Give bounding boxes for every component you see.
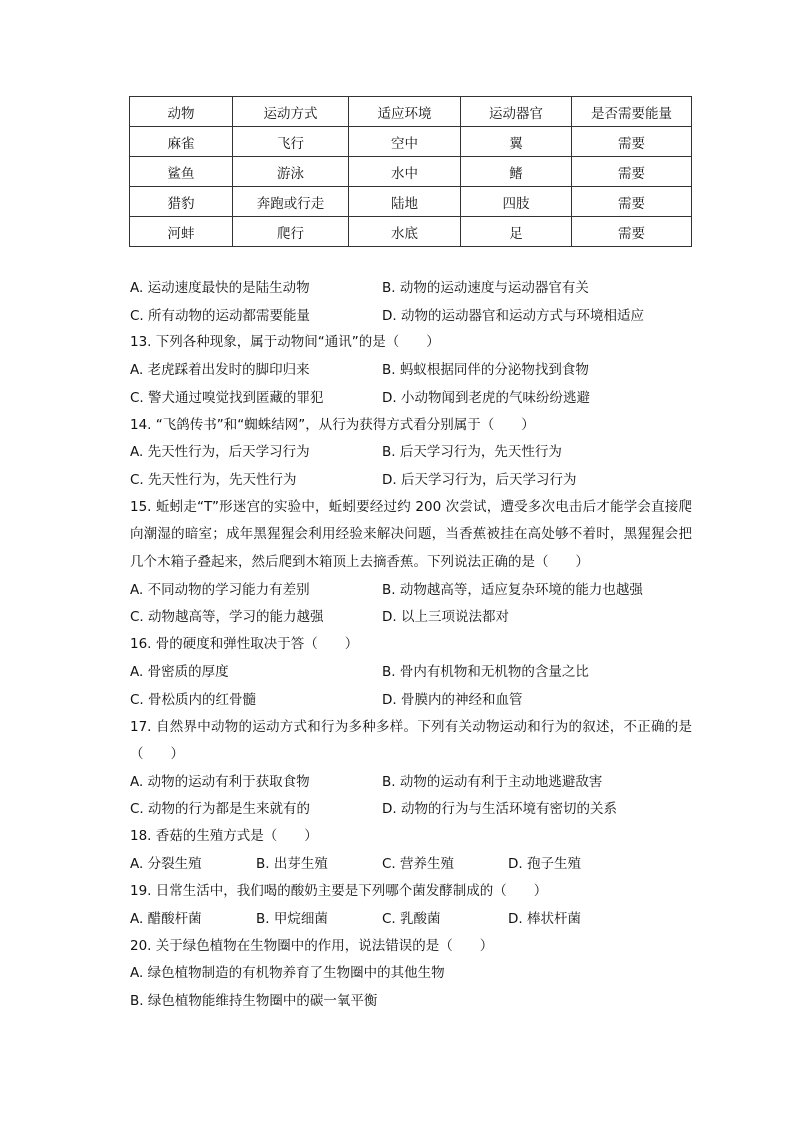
q14-option-d: D. 后天学习行为，后天学习行为 bbox=[382, 472, 577, 488]
q15-option-b: B. 动物越高等，适应复杂环境的能力也越强 bbox=[382, 582, 643, 598]
table-cell: 飞行 bbox=[233, 127, 349, 157]
q14-option-a: A. 先天性行为，后天学习行为 bbox=[130, 444, 310, 460]
table-row bbox=[130, 187, 692, 217]
q12-option-c: C. 所有动物的运动都需要能量 bbox=[130, 308, 311, 324]
q17-option-b: B. 动物的运动有利于主动地逃避敌害 bbox=[382, 774, 603, 790]
q17-option-c: C. 动物的行为都是生来就有的 bbox=[130, 801, 311, 817]
table-header-cell: 是否需要能量 bbox=[572, 97, 692, 127]
q14-stem: 14. “飞鸽传书”和“蜘蛛结网”，从行为获得方式看分别属于（ ） bbox=[130, 417, 535, 433]
q13-option-a: A. 老虎踩着出发时的脚印归来 bbox=[130, 362, 310, 378]
table-cell: 鳍 bbox=[461, 157, 572, 187]
q13-option-d: D. 小动物闻到老虎的气味纷纷逃避 bbox=[382, 390, 590, 406]
q15-stem: 15. 蚯蚓走“T”形迷宫的实验中，蚯蚓要经过约 200 次尝试，遭受多次电击后才能学会直接爬向潮湿的暗室；成年黑猩猩会利用经验来解决问题，当香蕉被挂在高处够不着时，黑猩猩会把几个木箱子叠起来，然后爬到木箱顶上去摘香蕉。下列说法正确的是（ ） bbox=[130, 499, 692, 570]
q15-option-c: C. 动物越高等，学习的能力越强 bbox=[130, 609, 324, 625]
table-cell: 需要 bbox=[572, 187, 692, 217]
q15-option-a: A. 不同动物的学习能力有差别 bbox=[130, 582, 310, 598]
q15-option-d: D. 以上三项说法都对 bbox=[382, 609, 509, 625]
q20-option-a: A. 绿色植物制造的有机物养育了生物圈中的其他生物 bbox=[130, 965, 445, 981]
q18-option-d: D. 孢子生殖 bbox=[508, 856, 581, 872]
q20-option-b: B. 绿色植物能维持生物圈中的碳一氧平衡 bbox=[130, 993, 378, 1009]
table-cell: 鲨鱼 bbox=[130, 157, 233, 187]
q14-option-c: C. 先天性行为，先天性行为 bbox=[130, 472, 297, 488]
table-cell: 需要 bbox=[572, 157, 692, 187]
table-cell: 河蚌 bbox=[130, 217, 233, 247]
q16-option-d: D. 骨膜内的神经和血管 bbox=[382, 692, 523, 708]
table-header-row bbox=[130, 97, 692, 127]
table-cell: 游泳 bbox=[233, 157, 349, 187]
q16-option-a: A. 骨密质的厚度 bbox=[130, 664, 229, 680]
q18-option-a: A. 分裂生殖 bbox=[130, 856, 202, 872]
table-header-cell: 适应环境 bbox=[349, 97, 461, 127]
q14-option-b: B. 后天学习行为，先天性行为 bbox=[382, 444, 562, 460]
table-row bbox=[130, 127, 692, 157]
table-cell: 麻雀 bbox=[130, 127, 233, 157]
table-row bbox=[130, 157, 692, 187]
table-header-cell: 运动器官 bbox=[461, 97, 572, 127]
q18-stem: 18. 香菇的生殖方式是（ ） bbox=[130, 828, 318, 844]
table-cell: 陆地 bbox=[349, 187, 461, 217]
table-cell: 四肢 bbox=[461, 187, 572, 217]
q17-stem: 17. 自然界中动物的运动方式和行为多种多样。下列有关动物运动和行为的叙述，不正确的是（ ） bbox=[130, 719, 692, 763]
table-row bbox=[130, 217, 692, 247]
q13-stem: 13. 下列各种现象，属于动物间“通讯”的是（ ） bbox=[130, 334, 440, 350]
q12-option-b: B. 动物的运动速度与运动器官有关 bbox=[382, 280, 589, 296]
table-cell: 猎豹 bbox=[130, 187, 233, 217]
q17-option-a: A. 动物的运动有利于获取食物 bbox=[130, 774, 310, 790]
q12-option-d: D. 动物的运动器官和运动方式与环境相适应 bbox=[382, 308, 644, 324]
q20-stem: 20. 关于绿色植物在生物圈中的作用，说法错误的是（ ） bbox=[130, 938, 494, 954]
table-cell: 足 bbox=[461, 217, 572, 247]
table-cell: 需要 bbox=[572, 217, 692, 247]
table-cell: 翼 bbox=[461, 127, 572, 157]
q19-option-d: D. 棒状杆菌 bbox=[508, 911, 581, 927]
table-header-cell: 动物 bbox=[130, 97, 233, 127]
table-cell: 水中 bbox=[349, 157, 461, 187]
table-cell: 奔跑或行走 bbox=[233, 187, 349, 217]
table-cell: 爬行 bbox=[233, 217, 349, 247]
q19-option-a: A. 醋酸杆菌 bbox=[130, 911, 202, 927]
q18-option-c: C. 营养生殖 bbox=[382, 856, 455, 872]
table-header-cell: 运动方式 bbox=[233, 97, 349, 127]
q12-option-a: A. 运动速度最快的是陆生动物 bbox=[130, 280, 310, 296]
table-cell: 水底 bbox=[349, 217, 461, 247]
q16-option-b: B. 骨内有机物和无机物的含量之比 bbox=[382, 664, 589, 680]
table-cell: 需要 bbox=[572, 127, 692, 157]
q13-option-b: B. 蚂蚁根据同伴的分泌物找到食物 bbox=[382, 362, 589, 378]
q16-option-c: C. 骨松质内的红骨髓 bbox=[130, 692, 257, 708]
q19-option-c: C. 乳酸菌 bbox=[382, 911, 441, 927]
animal-movement-table bbox=[129, 96, 692, 247]
q19-option-b: B. 甲烷细菌 bbox=[256, 911, 328, 927]
q13-option-c: C. 警犬通过嗅觉找到匿藏的罪犯 bbox=[130, 390, 324, 406]
q17-option-d: D. 动物的行为与生活环境有密切的关系 bbox=[382, 801, 617, 817]
table-cell: 空中 bbox=[349, 127, 461, 157]
q19-stem: 19. 日常生活中，我们喝的酸奶主要是下列哪个菌发酵制成的（ ） bbox=[130, 883, 548, 899]
q18-option-b: B. 出芽生殖 bbox=[256, 856, 328, 872]
q16-stem: 16. 骨的硬度和弹性取决于答（ ） bbox=[130, 636, 359, 652]
